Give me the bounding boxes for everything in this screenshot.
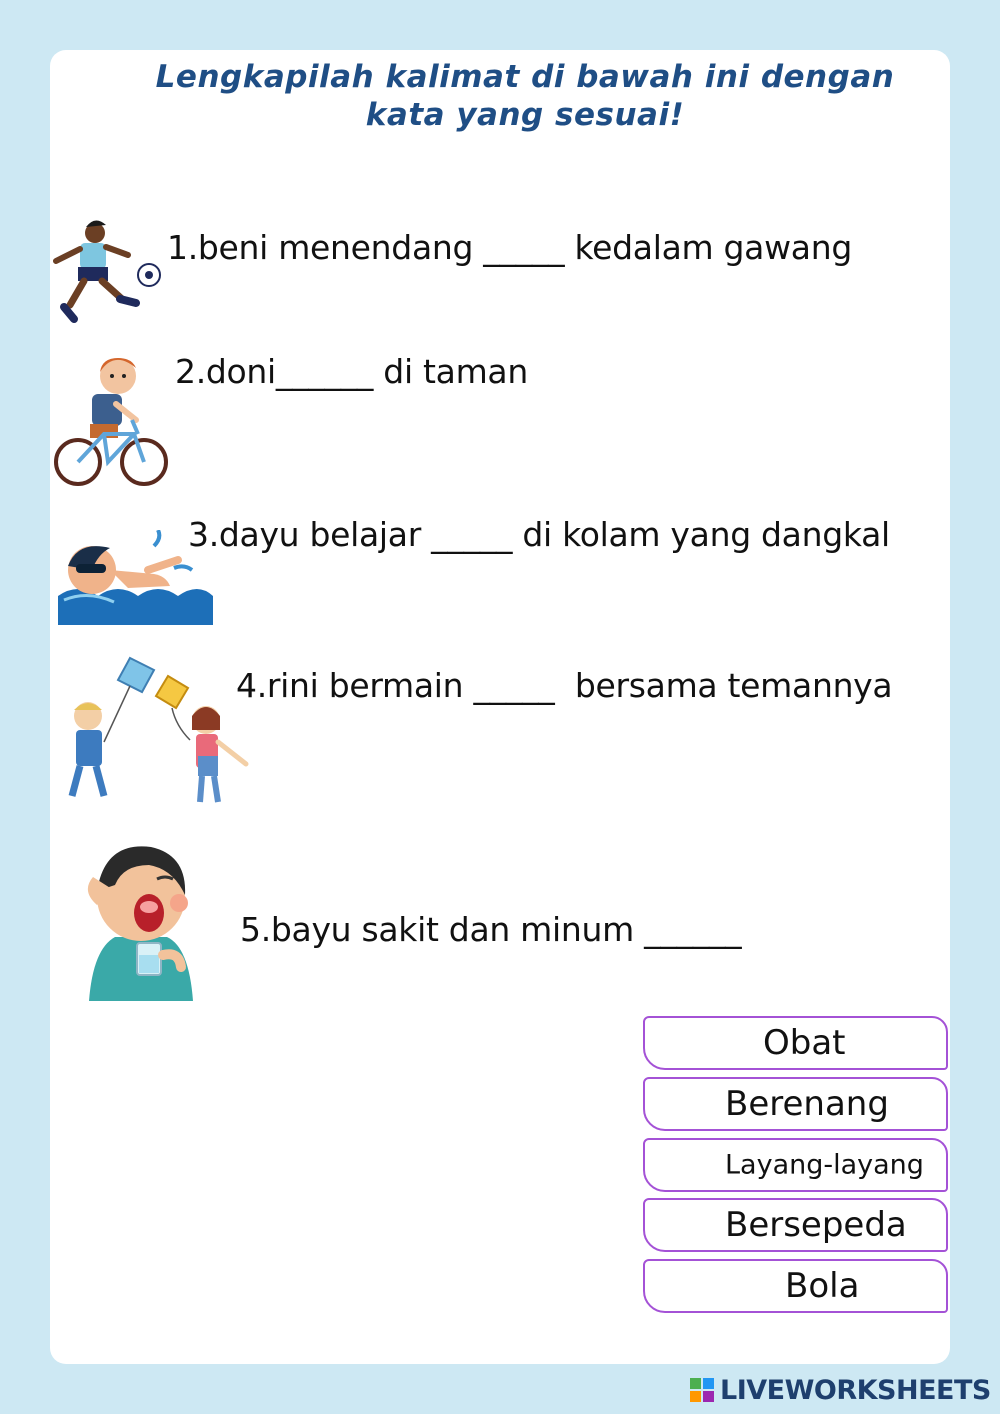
sentence-2: 2.doni______ di taman: [175, 352, 528, 391]
sick-boy-with-water-illustration: [75, 835, 200, 1005]
answer-label: Bersepeda: [725, 1205, 907, 1245]
answer-label: Berenang: [725, 1084, 889, 1124]
answer-label: Bola: [785, 1266, 860, 1306]
worksheet-title: [100, 58, 950, 134]
boy-cycling-illustration: [52, 350, 170, 490]
answer-tile-obat[interactable]: [643, 1016, 948, 1070]
brand-name: LIVEWORKSHEETS: [720, 1374, 991, 1406]
sentence-3: 3.dayu belajar _____ di kolam yang dangkal: [188, 515, 890, 554]
sentence-4: 4.rini bermain _____ bersama temannya: [236, 666, 893, 705]
soccer-player-illustration: [50, 215, 165, 325]
answer-tile-berenang[interactable]: [643, 1077, 948, 1131]
answer-label: Layang-layang: [725, 1149, 924, 1181]
sentence-5: 5.bayu sakit dan minum ______: [240, 910, 742, 949]
liveworksheets-logo-icon: [690, 1378, 714, 1402]
title-line-1: Lengkapilah kalimat di bawah ini dengan: [155, 59, 895, 95]
answer-tile-layang-layang[interactable]: [643, 1138, 948, 1192]
answer-tile-bola[interactable]: [643, 1259, 948, 1313]
children-flying-kites-illustration: [58, 652, 253, 817]
title-line-2: kata yang sesuai!: [365, 97, 685, 133]
answer-tile-bersepeda[interactable]: [643, 1198, 948, 1252]
liveworksheets-brand: [690, 1374, 991, 1406]
answer-label: Obat: [763, 1023, 846, 1063]
sentence-1: 1.beni menendang _____ kedalam gawang: [167, 228, 852, 267]
